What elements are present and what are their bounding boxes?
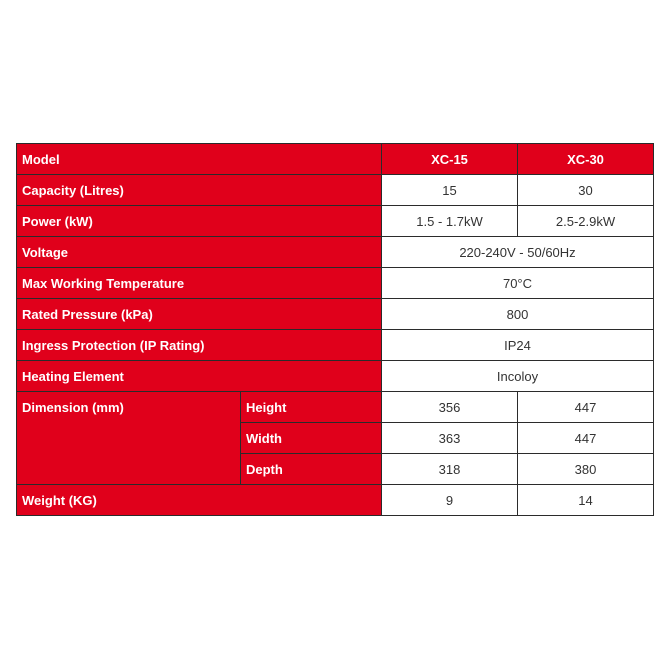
height-xc30: 447 <box>518 392 654 423</box>
table-row-rated-pressure <box>17 299 654 330</box>
rated-pressure-value: 800 <box>382 299 654 330</box>
model-xc15-header: XC-15 <box>382 144 518 175</box>
table-row-heating-element <box>17 361 654 392</box>
capacity-xc15: 15 <box>382 175 518 206</box>
height-xc15: 356 <box>382 392 518 423</box>
width-xc30: 447 <box>518 423 654 454</box>
model-label: Model <box>17 144 382 175</box>
power-label: Power (kW) <box>17 206 382 237</box>
ip-rating-value: IP24 <box>382 330 654 361</box>
table-row-weight <box>17 485 654 516</box>
rated-pressure-label: Rated Pressure (kPa) <box>17 299 382 330</box>
voltage-label: Voltage <box>17 237 382 268</box>
max-temp-label: Max Working Temperature <box>17 268 382 299</box>
table-row-max-temp <box>17 268 654 299</box>
model-xc30-header: XC-30 <box>518 144 654 175</box>
table-row-dimension-height <box>17 392 654 423</box>
dimension-label: Dimension (mm) <box>17 392 241 485</box>
weight-xc30: 14 <box>518 485 654 516</box>
spec-table <box>16 143 654 516</box>
capacity-xc30: 30 <box>518 175 654 206</box>
weight-label: Weight (KG) <box>17 485 382 516</box>
table-row-power <box>17 206 654 237</box>
voltage-value: 220-240V - 50/60Hz <box>382 237 654 268</box>
power-xc30: 2.5-2.9kW <box>518 206 654 237</box>
weight-xc15: 9 <box>382 485 518 516</box>
depth-xc30: 380 <box>518 454 654 485</box>
width-label: Width <box>241 423 382 454</box>
power-xc15: 1.5 - 1.7kW <box>382 206 518 237</box>
heating-element-label: Heating Element <box>17 361 382 392</box>
depth-xc15: 318 <box>382 454 518 485</box>
height-label: Height <box>241 392 382 423</box>
table-row-voltage <box>17 237 654 268</box>
table-row-capacity <box>17 175 654 206</box>
width-xc15: 363 <box>382 423 518 454</box>
depth-label: Depth <box>241 454 382 485</box>
heating-element-value: Incoloy <box>382 361 654 392</box>
max-temp-value: 70°C <box>382 268 654 299</box>
ip-rating-label: Ingress Protection (IP Rating) <box>17 330 382 361</box>
table-row-model <box>17 144 654 175</box>
capacity-label: Capacity (Litres) <box>17 175 382 206</box>
table-row-ip-rating <box>17 330 654 361</box>
